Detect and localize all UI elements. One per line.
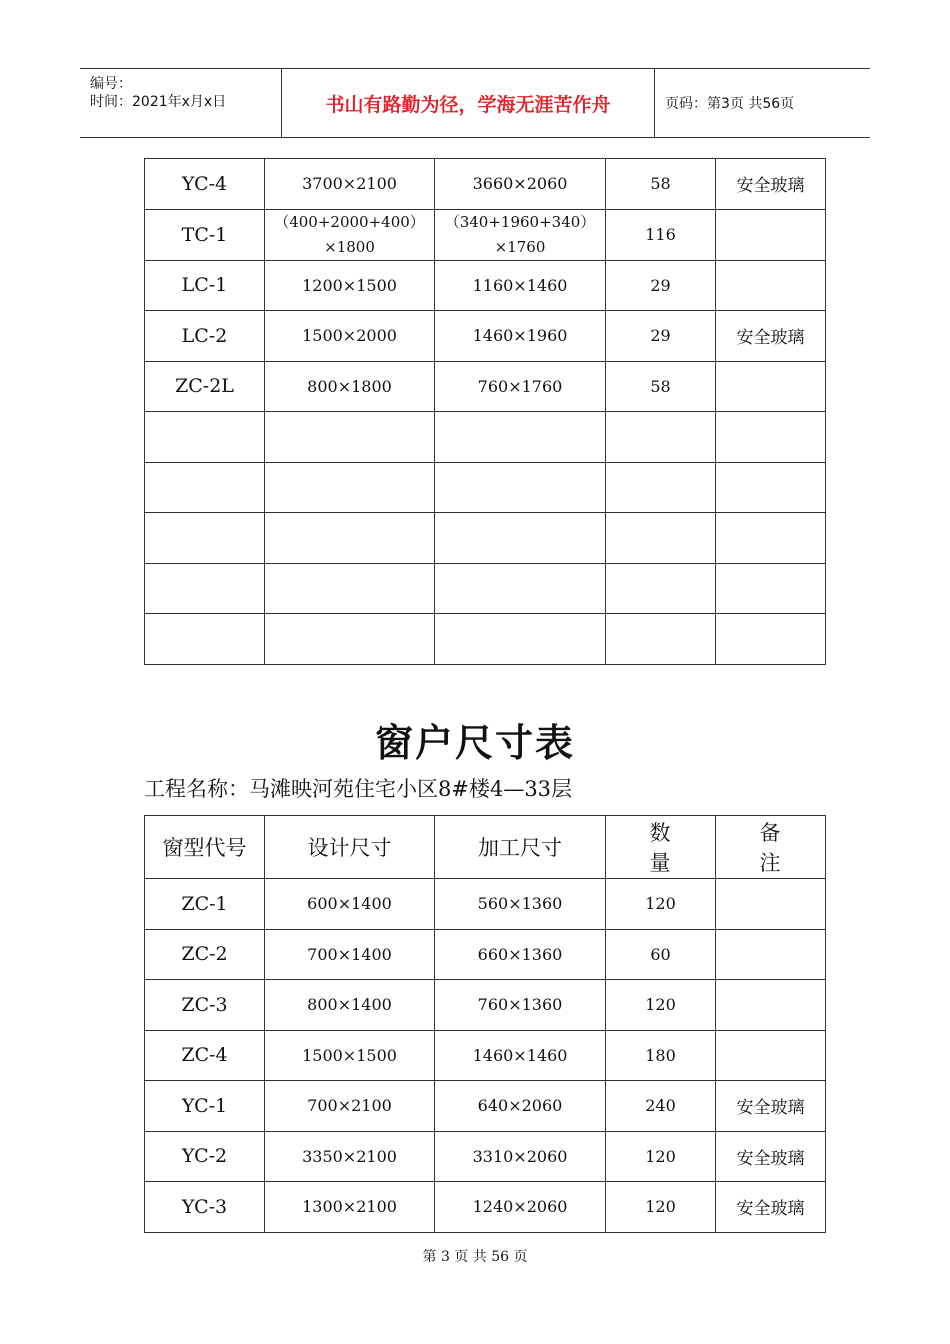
window-code-cell: ZC-4 bbox=[145, 1030, 265, 1081]
header-window-code: 窗型代号 bbox=[145, 816, 265, 879]
window-size-table bbox=[144, 815, 826, 1233]
table-row bbox=[145, 159, 826, 210]
design-size-cell: 1500×2000 bbox=[265, 311, 435, 362]
process-size-cell: 1160×1460 bbox=[435, 260, 606, 311]
remarks-cell bbox=[716, 614, 826, 665]
remarks-cell bbox=[716, 879, 826, 930]
quantity-cell bbox=[606, 513, 716, 564]
process-size-cell: 1240×2060 bbox=[435, 1182, 606, 1233]
design-size-cell bbox=[265, 614, 435, 665]
table-row bbox=[145, 1131, 826, 1182]
window-code-cell: YC-1 bbox=[145, 1081, 265, 1132]
number-label: 编号： bbox=[90, 76, 132, 92]
quantity-cell: 120 bbox=[606, 1182, 716, 1233]
quantity-cell: 120 bbox=[606, 879, 716, 930]
process-size-cell: 760×1360 bbox=[435, 980, 606, 1031]
time-label: 时间：2021年x月x日 bbox=[90, 94, 227, 110]
header-motto: 书山有路勤为径，学海无涯苦作舟 bbox=[282, 69, 655, 137]
table-row bbox=[145, 929, 826, 980]
remarks-cell bbox=[716, 260, 826, 311]
window-code-cell bbox=[145, 462, 265, 513]
design-size-cell: 600×1400 bbox=[265, 879, 435, 930]
design-size-cell: 800×1400 bbox=[265, 980, 435, 1031]
table-row bbox=[145, 361, 826, 412]
header-meta bbox=[80, 69, 282, 137]
remarks-cell bbox=[716, 1030, 826, 1081]
process-size-cell: 1460×1960 bbox=[435, 311, 606, 362]
process-size-cell bbox=[435, 412, 606, 463]
quantity-cell: 116 bbox=[606, 209, 716, 260]
quantity-cell: 240 bbox=[606, 1081, 716, 1132]
process-size-cell: 560×1360 bbox=[435, 879, 606, 930]
quantity-cell bbox=[606, 563, 716, 614]
design-size-cell bbox=[265, 513, 435, 564]
window-code-cell: YC-4 bbox=[145, 159, 265, 210]
process-size-cell: 1460×1460 bbox=[435, 1030, 606, 1081]
table-row bbox=[145, 513, 826, 564]
quantity-cell: 180 bbox=[606, 1030, 716, 1081]
process-size-cell: 760×1760 bbox=[435, 361, 606, 412]
remarks-cell: 安全玻璃 bbox=[716, 159, 826, 210]
window-code-cell bbox=[145, 563, 265, 614]
table-header-row bbox=[145, 816, 826, 879]
design-size-cell: 700×1400 bbox=[265, 929, 435, 980]
remarks-cell: 安全玻璃 bbox=[716, 311, 826, 362]
quantity-cell bbox=[606, 412, 716, 463]
header-quantity: 数量 bbox=[606, 816, 716, 879]
remarks-cell bbox=[716, 209, 826, 260]
process-size-cell: 640×2060 bbox=[435, 1081, 606, 1132]
design-size-cell bbox=[265, 563, 435, 614]
table-row bbox=[145, 879, 826, 930]
quantity-cell bbox=[606, 614, 716, 665]
remarks-cell: 安全玻璃 bbox=[716, 1182, 826, 1233]
table-row bbox=[145, 563, 826, 614]
quantity-cell: 58 bbox=[606, 361, 716, 412]
process-size-cell: 3660×2060 bbox=[435, 159, 606, 210]
process-size-cell bbox=[435, 614, 606, 665]
header-page-info: 页码：第3页 共56页 bbox=[665, 96, 795, 112]
table-row bbox=[145, 209, 826, 260]
window-code-cell bbox=[145, 614, 265, 665]
section-title: 窗户尺寸表 bbox=[374, 720, 575, 765]
process-size-cell bbox=[435, 563, 606, 614]
design-size-cell: 3350×2100 bbox=[265, 1131, 435, 1182]
design-size-cell: 800×1800 bbox=[265, 361, 435, 412]
design-size-cell: 1300×2100 bbox=[265, 1182, 435, 1233]
header-process-size: 加工尺寸 bbox=[435, 816, 606, 879]
table-row bbox=[145, 412, 826, 463]
remarks-cell bbox=[716, 462, 826, 513]
table-row bbox=[145, 1030, 826, 1081]
window-code-cell: ZC-2L bbox=[145, 361, 265, 412]
top-window-table bbox=[144, 158, 826, 665]
remarks-cell bbox=[716, 563, 826, 614]
window-code-cell: LC-2 bbox=[145, 311, 265, 362]
window-code-cell: LC-1 bbox=[145, 260, 265, 311]
window-code-cell: YC-2 bbox=[145, 1131, 265, 1182]
window-code-cell: ZC-3 bbox=[145, 980, 265, 1031]
window-code-cell: YC-3 bbox=[145, 1182, 265, 1233]
design-size-cell bbox=[265, 462, 435, 513]
project-name: 工程名称：马滩映河苑住宅小区8#楼4—33层 bbox=[144, 777, 573, 801]
page-header bbox=[80, 68, 870, 138]
table-row bbox=[145, 260, 826, 311]
window-code-cell bbox=[145, 513, 265, 564]
design-size-cell: 3700×2100 bbox=[265, 159, 435, 210]
quantity-cell: 29 bbox=[606, 311, 716, 362]
design-size-cell: 1500×1500 bbox=[265, 1030, 435, 1081]
design-size-cell bbox=[265, 412, 435, 463]
header-remarks: 备注 bbox=[716, 816, 826, 879]
table-row bbox=[145, 614, 826, 665]
remarks-cell bbox=[716, 980, 826, 1031]
page-footer: 第 3 页 共 56 页 bbox=[422, 1249, 528, 1265]
remarks-cell: 安全玻璃 bbox=[716, 1081, 826, 1132]
window-code-cell: ZC-1 bbox=[145, 879, 265, 930]
design-size-cell: 1200×1500 bbox=[265, 260, 435, 311]
process-size-cell bbox=[435, 462, 606, 513]
table-row bbox=[145, 311, 826, 362]
quantity-cell: 58 bbox=[606, 159, 716, 210]
process-size-cell: （340+1960+340）×1760 bbox=[435, 209, 606, 260]
table-row bbox=[145, 1081, 826, 1132]
process-size-cell: 660×1360 bbox=[435, 929, 606, 980]
remarks-cell: 安全玻璃 bbox=[716, 1131, 826, 1182]
remarks-cell bbox=[716, 513, 826, 564]
window-code-cell: ZC-2 bbox=[145, 929, 265, 980]
remarks-cell bbox=[716, 361, 826, 412]
quantity-cell: 60 bbox=[606, 929, 716, 980]
quantity-cell: 120 bbox=[606, 980, 716, 1031]
quantity-cell bbox=[606, 462, 716, 513]
remarks-cell bbox=[716, 412, 826, 463]
table-row bbox=[145, 1182, 826, 1233]
table-row bbox=[145, 980, 826, 1031]
process-size-cell: 3310×2060 bbox=[435, 1131, 606, 1182]
quantity-cell: 29 bbox=[606, 260, 716, 311]
header-design-size: 设计尺寸 bbox=[265, 816, 435, 879]
process-size-cell bbox=[435, 513, 606, 564]
table-row bbox=[145, 462, 826, 513]
remarks-cell bbox=[716, 929, 826, 980]
design-size-cell: （400+2000+400）×1800 bbox=[265, 209, 435, 260]
window-code-cell bbox=[145, 412, 265, 463]
design-size-cell: 700×2100 bbox=[265, 1081, 435, 1132]
window-code-cell: TC-1 bbox=[145, 209, 265, 260]
quantity-cell: 120 bbox=[606, 1131, 716, 1182]
